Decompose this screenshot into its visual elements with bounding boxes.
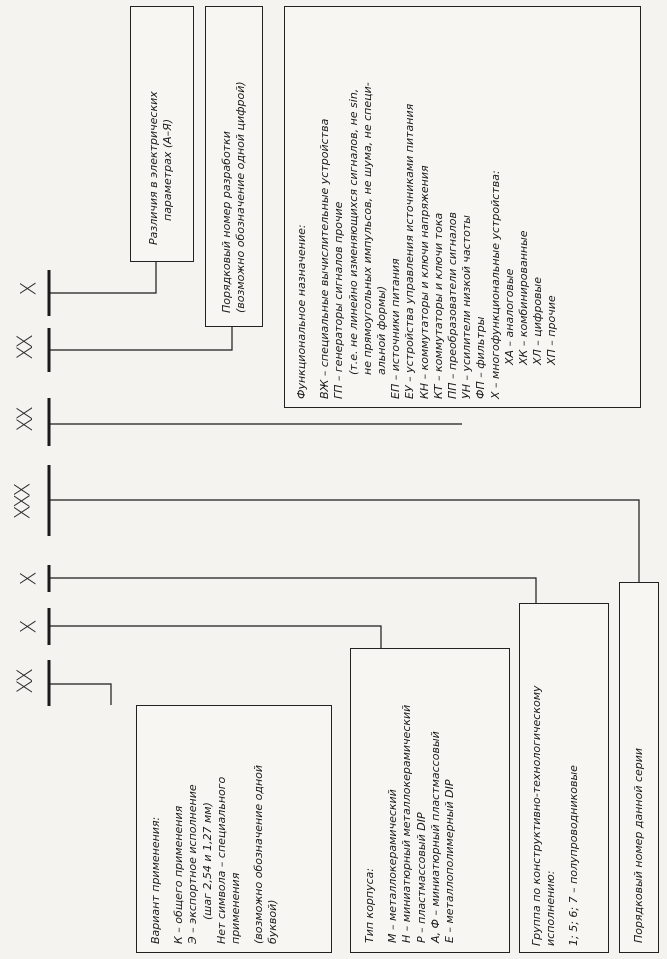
function-line-7: ЕУ – устройства управления источниками питания: [403, 103, 417, 399]
code-glyph-7: XX: [12, 671, 37, 694]
group-box: [519, 603, 609, 953]
wire-series: [49, 500, 639, 582]
function-line-12: ФП – фильтры: [474, 316, 488, 399]
code-glyph-4: XXX: [10, 485, 35, 520]
application-line-2: Э – экспортное исполнение: [186, 784, 200, 944]
differences-box: [130, 6, 194, 262]
package-line-5: Е – металлополимерный DIP: [443, 779, 457, 943]
function-line-15: ХК – комбинированные: [517, 230, 531, 365]
package-title: Тип корпуса:: [363, 867, 376, 943]
differences-line-2: параметрах (А–Я): [161, 118, 175, 221]
wire-differences: [49, 262, 156, 293]
function-line-10: ПП – преобразователи сигналов: [446, 211, 460, 399]
code-glyph-2: XX: [12, 337, 37, 360]
series-box: [619, 582, 659, 953]
package-line-3: Р – пластмассовый DIP: [414, 812, 428, 943]
application-box: [136, 705, 332, 953]
package-box: [350, 648, 510, 953]
code-glyph-1: X: [16, 281, 41, 296]
function-line-14: ХА – аналоговые: [502, 268, 516, 365]
function-line-4: не прямоугольных импульсов, не шума, не специ-: [360, 82, 374, 375]
application-line-6: (возможно обозначение одной: [252, 764, 266, 944]
application-line-7: буквой): [266, 899, 280, 944]
function-line-16: ХЛ – цифровые: [531, 277, 545, 365]
package-line-1: М – металлокерамический: [386, 789, 400, 943]
differences-line-1: Различия в электрических: [147, 91, 160, 245]
dev-number-line-1: Порядковый номер разработки: [220, 131, 233, 313]
function-line-3: (т.е. не линейно изменяющихся сигналов, не sin,: [346, 88, 360, 375]
function-title: Функциональное назначение:: [295, 224, 308, 399]
application-line-4: Нет символа – специального: [214, 776, 228, 944]
series-line-1: Порядковый номер данной серии: [632, 747, 645, 943]
function-line-6: ЕП – источники питания: [389, 258, 403, 399]
package-line-2: Н – миниатюрный металлокерамический: [400, 704, 414, 943]
package-line-4: А, Ф – миниатюрный пластмассовый: [428, 731, 442, 943]
application-line-1: К – общего применения: [172, 805, 186, 944]
function-line-5: альной формы): [375, 285, 389, 375]
dev-number-line-2: (возможно обозначение одной цифрой): [234, 81, 248, 313]
group-line-2: исполнению:: [544, 870, 558, 946]
application-line-5: применения: [229, 872, 243, 944]
code-glyph-5: X: [16, 571, 41, 586]
function-box: [284, 6, 641, 408]
group-line-1: Группа по конструктивно-технологическому: [530, 685, 543, 946]
group-line-3: 1; 5; 6; 7 – полупроводниковые: [567, 765, 581, 946]
wire-group: [49, 578, 536, 603]
wire-application: [49, 684, 111, 705]
function-line-17: ХП – прочие: [545, 295, 559, 365]
code-glyph-6: X: [16, 619, 41, 634]
function-line-11: УН – усилители низкой частоты: [460, 215, 474, 399]
function-line-8: КН – коммутаторы и ключи напряжения: [417, 165, 431, 399]
function-line-9: КТ – коммутаторы и ключи тока: [431, 212, 445, 399]
code-glyph-3: XX: [12, 409, 37, 432]
wire-package: [49, 626, 381, 648]
function-line-1: ВЖ – специальные вычислительные устройства: [318, 118, 332, 399]
application-title: Вариант применения:: [149, 816, 162, 944]
wire-dev-number: [49, 327, 232, 350]
dev-number-box: [205, 6, 263, 327]
application-line-3: (шаг 2,54 и 1,27 мм): [200, 802, 214, 920]
function-line-2: ГП – генераторы сигналов прочие: [332, 201, 346, 399]
function-line-13: Х – многофункциональные устройства:: [488, 170, 502, 399]
